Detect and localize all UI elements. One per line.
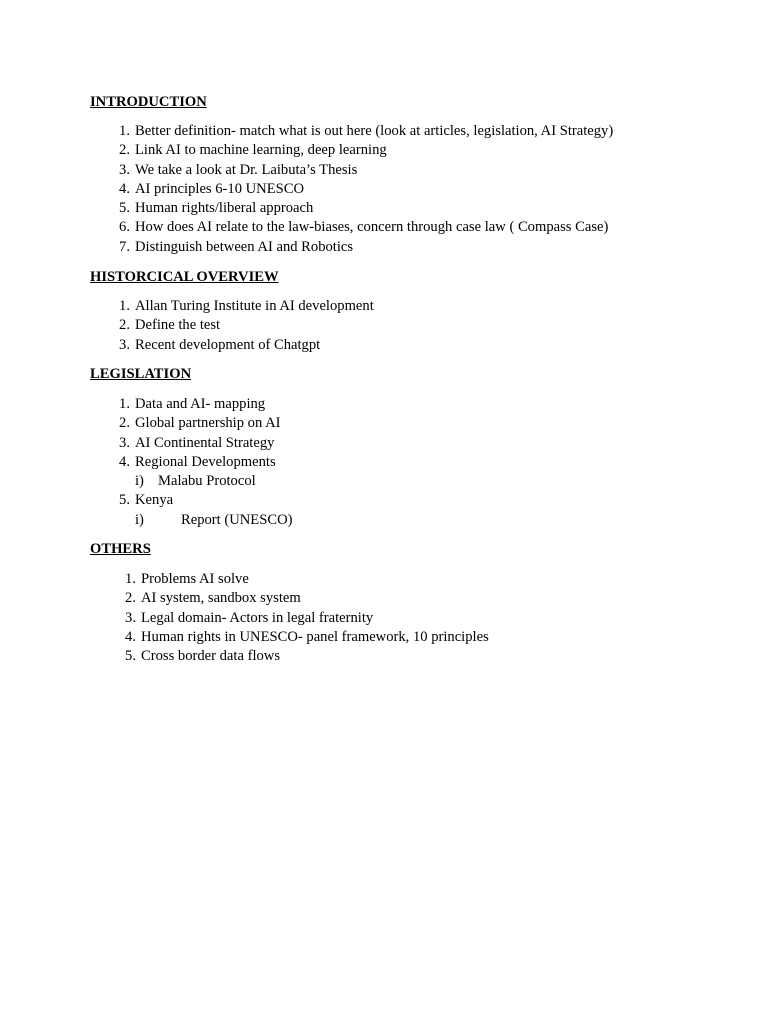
item-number: 2.	[119, 142, 130, 159]
item-text: Link AI to machine learning, deep learning	[135, 142, 387, 159]
item-text: Allan Turing Institute in AI development	[135, 298, 374, 314]
item-text: Kenya	[135, 492, 174, 509]
item-number: 4.	[119, 453, 130, 470]
item-number: 3.	[119, 161, 130, 178]
item-number: 1.	[119, 123, 130, 139]
item-number: 3.	[125, 609, 136, 626]
item-text: Define the test	[135, 317, 221, 334]
sub-item-text: Malabu Protocol	[158, 473, 256, 490]
heading-others: OTHERS	[90, 541, 151, 557]
item-number: 6.	[119, 219, 130, 236]
item-number: 2.	[119, 317, 130, 334]
item-number: 7.	[119, 238, 130, 255]
item-text: Regional Developments	[135, 453, 276, 470]
item-text: Legal domain- Actors in legal fraternity	[141, 609, 374, 626]
item-number: 1.	[119, 298, 130, 314]
item-text: Recent development of Chatgpt	[135, 336, 321, 353]
item-number: 5.	[119, 200, 130, 217]
item-number: 2.	[119, 415, 130, 432]
item-text: Problems AI solve	[141, 571, 249, 587]
sub-item-number: i)	[135, 473, 144, 490]
item-text: AI principles 6-10 UNESCO	[135, 180, 305, 197]
item-text: We take a look at Dr. Laibuta’s Thesis	[135, 161, 358, 178]
heading-introduction: INTRODUCTION	[90, 94, 207, 110]
item-text: Data and AI- mapping	[135, 396, 266, 412]
item-number: 4.	[119, 180, 130, 197]
item-number: 1.	[119, 396, 130, 412]
item-number: 5.	[119, 492, 130, 509]
item-text: AI system, sandbox system	[141, 590, 301, 607]
sub-item-text: Report (UNESCO)	[181, 511, 293, 528]
item-number: 3.	[119, 434, 130, 451]
item-number: 2.	[125, 590, 136, 607]
item-text: How does AI relate to the law-biases, concern through case law ( Compass Case)	[135, 219, 609, 236]
item-number: 4.	[125, 628, 136, 645]
item-text: AI Continental Strategy	[135, 434, 275, 451]
item-number: 1.	[125, 571, 136, 587]
item-text: Human rights in UNESCO- panel framework, 10 principles	[141, 628, 489, 645]
item-text: Cross border data flows	[141, 648, 281, 665]
item-text: Distinguish between AI and Robotics	[135, 238, 354, 255]
item-number: 3.	[119, 336, 130, 353]
heading-historical-overview: HISTORCICAL OVERVIEW	[90, 269, 279, 285]
heading-legislation: LEGISLATION	[90, 366, 192, 382]
sub-item-number: i)	[135, 511, 144, 528]
item-text: Better definition- match what is out here (look at articles, legislation, AI Strategy)	[135, 123, 614, 139]
item-text: Human rights/liberal approach	[135, 200, 314, 217]
item-number: 5.	[125, 648, 136, 665]
item-text: Global partnership on AI	[135, 415, 281, 432]
